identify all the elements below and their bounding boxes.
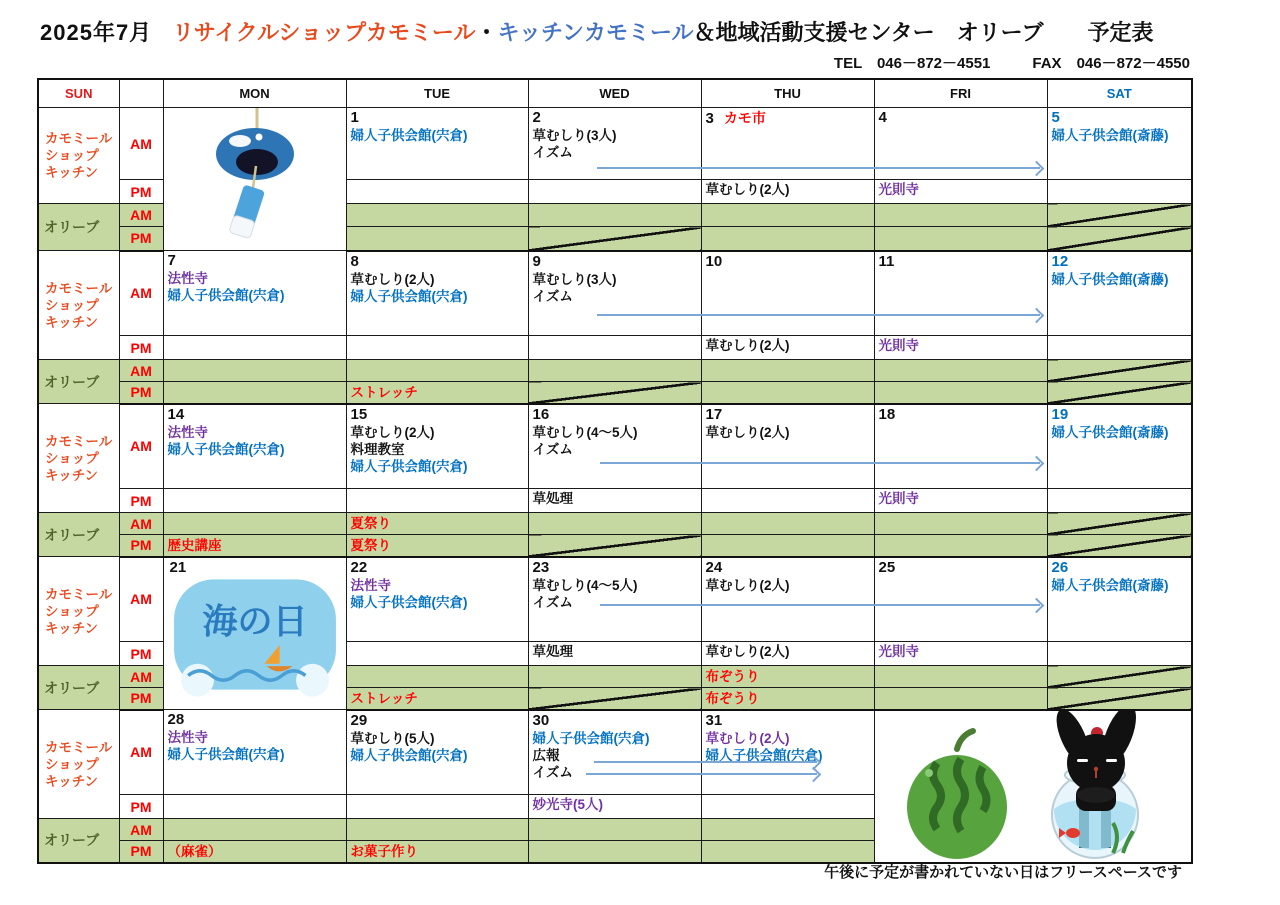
event-text: 光則寺 <box>878 491 919 506</box>
row-label-line: ショップ <box>45 148 99 163</box>
continuation-arrow <box>600 462 1040 464</box>
day-number: 24 <box>705 558 723 576</box>
watermelon-and-rabbit-fishbowl-illustration <box>874 710 1192 863</box>
row-label-kamomile <box>38 251 119 360</box>
day-cell-26-am <box>1047 557 1192 642</box>
row-label-line: カモミール <box>45 131 113 146</box>
olive-pm-cell-mon <box>163 841 346 863</box>
closed-slash-cell-sat <box>1047 360 1192 382</box>
title-kitchen-name: キッチンカモミール <box>497 20 694 45</box>
day-cell-28-pm <box>163 795 346 819</box>
olive-am-label: AM <box>119 204 163 227</box>
event-text: 妙光寺(5人) <box>532 797 603 812</box>
event-text: 草むしり(2人) <box>705 338 790 353</box>
olive-pm-label: PM <box>119 382 163 404</box>
page-title <box>40 16 1154 47</box>
event-text: ストレッチ <box>350 691 418 706</box>
event-text: イズム <box>532 764 573 780</box>
event-text: お菓子作り <box>350 844 418 859</box>
day-number: 21 <box>169 558 187 576</box>
title-month: 2025年7月 <box>40 20 153 45</box>
header-blank <box>119 79 163 108</box>
event-text: 光則寺 <box>878 182 919 197</box>
day-number: 25 <box>878 558 896 576</box>
closed-slash-cell-wed <box>528 535 701 557</box>
day-cell-10-am <box>701 251 874 336</box>
day-number: 8 <box>350 252 359 270</box>
title-rest: ＆地域活動支援センター オリーブ 予定表 <box>693 20 1154 45</box>
day-number: 31 <box>705 711 723 729</box>
day-cell-28-am <box>163 710 346 795</box>
event-text: 婦人子供会館(宍倉) <box>167 441 285 457</box>
day-number: 16 <box>532 405 550 423</box>
row-label-olive: オリーブ <box>38 666 119 710</box>
day-cell-31-am <box>701 710 874 795</box>
olive-pm-label: PM <box>119 535 163 557</box>
row-label-kamomile <box>38 108 119 204</box>
continuation-arrow <box>586 773 817 775</box>
row-label-line: ショップ <box>45 756 99 772</box>
closed-slash-cell-wed <box>528 688 701 710</box>
schedule-table-wrap <box>37 78 1193 864</box>
event-text: 法性寺 <box>167 271 208 286</box>
olive-pm-cell-thu <box>701 382 874 404</box>
event-text: 布ぞうり <box>705 691 760 706</box>
day-number: 10 <box>705 252 723 270</box>
event-text: 草むしり(2人) <box>705 644 790 659</box>
closed-slash-cell-sat <box>1047 688 1192 710</box>
day-cell-24-pm <box>701 642 874 666</box>
event-text: 歴史講座 <box>167 538 222 553</box>
day-cell-29-am <box>346 710 528 795</box>
day-cell-2-pm <box>528 180 701 204</box>
watermelon-and-rabbit-fishbowl-icon <box>877 711 1191 861</box>
event-text: 光則寺 <box>878 338 919 353</box>
day-cell-18-am <box>874 404 1047 489</box>
header-thu: THU <box>701 79 874 108</box>
day-cell-17-pm <box>701 489 874 513</box>
event-text: 草むしり(5人) <box>350 730 435 746</box>
day-cell-23-pm <box>528 642 701 666</box>
day-cell-17-am <box>701 404 874 489</box>
wind-chime-icon <box>180 108 330 244</box>
day-cell-25-pm <box>874 642 1047 666</box>
event-text: 草むしり(2人) <box>705 424 790 440</box>
olive-pm-cell-tue <box>346 841 528 863</box>
svg-text:海の日: 海の日 <box>201 601 308 641</box>
day-cell-15-am <box>346 404 528 489</box>
day-cell-1-pm <box>346 180 528 204</box>
event-text: 草むしり(2人) <box>350 424 435 440</box>
header-tue: TUE <box>346 79 528 108</box>
olive-am-cell-fri <box>874 513 1047 535</box>
event-text: 草むしり(3人) <box>532 128 617 143</box>
day-number: 7 <box>167 252 176 269</box>
day-cell-31-pm <box>701 795 874 819</box>
row-label-line: ショップ <box>45 450 99 466</box>
day-number: 1 <box>350 109 359 126</box>
event-text: 婦人子供会館(宍倉) <box>167 747 285 762</box>
event-text: ストレッチ <box>350 385 418 400</box>
wind-chime-illustration <box>163 108 346 251</box>
olive-am-label: AM <box>119 360 163 382</box>
event-text: 法性寺 <box>167 424 208 440</box>
event-text: イズム <box>532 441 573 457</box>
day-number: 12 <box>1051 252 1069 270</box>
event-text: 婦人子供会館(宍倉) <box>532 730 650 746</box>
day-cell-30-am <box>528 710 701 795</box>
row-label-line: キッチン <box>45 773 99 789</box>
am-label: AM <box>119 108 163 180</box>
event-text: 草むしり(2人) <box>350 271 435 287</box>
day-number: 29 <box>350 711 368 729</box>
day-cell-22-am <box>346 557 528 642</box>
day-number: 5 <box>1051 109 1060 126</box>
olive-am-cell-mon <box>163 819 346 841</box>
event-text: イズム <box>532 288 573 304</box>
olive-pm-cell-wed <box>528 841 701 863</box>
header-fri: FRI <box>874 79 1047 108</box>
event-text: 草処理 <box>532 491 573 506</box>
event-text: 婦人子供会館(宍倉) <box>350 747 468 763</box>
olive-pm-label: PM <box>119 841 163 863</box>
olive-pm-cell-fri <box>874 535 1047 557</box>
day-number: 4 <box>878 109 887 126</box>
olive-am-cell-wed <box>528 204 701 227</box>
olive-pm-cell-thu <box>701 841 874 863</box>
day-cell-18-pm <box>874 489 1047 513</box>
event-text: 草むしり(4～5人) <box>532 577 638 593</box>
day-number: 3 カモ市 <box>705 110 766 127</box>
day-cell-16-pm <box>528 489 701 513</box>
event-text: 草むしり(3人) <box>532 271 617 287</box>
olive-am-label: AM <box>119 513 163 535</box>
closed-slash-cell-sat <box>1047 535 1192 557</box>
row-label-line: キッチン <box>45 165 99 180</box>
day-cell-5-pm <box>1047 180 1192 204</box>
day-cell-26-pm <box>1047 642 1192 666</box>
event-text: 草むしり(4～5人) <box>532 424 638 440</box>
olive-am-cell-thu <box>701 360 874 382</box>
day-cell-8-am <box>346 251 528 336</box>
pm-label: PM <box>119 642 163 666</box>
event-text: 婦人子供会館(宍倉) <box>350 458 468 474</box>
event-text: 婦人子供会館(斎藤) <box>1051 128 1169 143</box>
event-text: 婦人子供会館(宍倉) <box>705 747 823 763</box>
olive-am-cell-fri <box>874 360 1047 382</box>
day-cell-25-am <box>874 557 1047 642</box>
pm-label: PM <box>119 336 163 360</box>
marine-day-icon <box>167 577 343 699</box>
event-text: 広報 <box>532 747 560 763</box>
event-text: 婦人子供会館(斎藤) <box>1051 271 1169 287</box>
event-text: 婦人子供会館(宍倉) <box>350 128 468 143</box>
day-cell-9-pm <box>528 336 701 360</box>
olive-pm-cell-fri <box>874 688 1047 710</box>
olive-am-cell-wed <box>528 819 701 841</box>
header-sun: SUN <box>38 79 119 108</box>
row-label-line: カモミール <box>45 280 113 296</box>
day-cell-19-am <box>1047 404 1192 489</box>
row-label-line: カモミール <box>45 586 113 602</box>
continuation-arrow <box>597 314 1040 316</box>
olive-am-cell-thu <box>701 819 874 841</box>
day-cell-7-am <box>163 251 346 336</box>
day-cell-15-pm <box>346 489 528 513</box>
closed-slash-cell-sat <box>1047 204 1192 227</box>
fax-number: FAX 046－872－4550 <box>1032 55 1190 72</box>
marine-day-illustration <box>163 557 346 710</box>
header-wed: WED <box>528 79 701 108</box>
day-cell-8-pm <box>346 336 528 360</box>
header-sat: SAT <box>1047 79 1192 108</box>
day-cell-12-pm <box>1047 336 1192 360</box>
day-cell-19-pm <box>1047 489 1192 513</box>
event-text: 料理教室 <box>350 441 405 457</box>
pm-label: PM <box>119 795 163 819</box>
olive-am-cell-tue <box>346 819 528 841</box>
row-label-line: ショップ <box>45 297 99 313</box>
day-cell-5-am <box>1047 108 1192 180</box>
day-cell-11-am <box>874 251 1047 336</box>
olive-am-cell-tue <box>346 513 528 535</box>
day-number: 26 <box>1051 558 1069 576</box>
olive-pm-cell-mon <box>163 382 346 404</box>
row-label-line: カモミール <box>45 433 113 449</box>
event-text: 草むしり(2人) <box>705 577 790 593</box>
am-label: AM <box>119 710 163 795</box>
olive-pm-cell-thu <box>701 688 874 710</box>
day-number: 2 <box>532 109 541 126</box>
am-label: AM <box>119 404 163 489</box>
olive-pm-cell-tue <box>346 227 528 251</box>
day-cell-23-am <box>528 557 701 642</box>
row-label-olive: オリーブ <box>38 204 119 251</box>
tel-number: TEL 046－872－4551 <box>833 55 991 72</box>
day-cell-30-pm <box>528 795 701 819</box>
continuation-arrow <box>597 167 1040 169</box>
closed-slash-cell-wed <box>528 382 701 404</box>
day-number: 11 <box>878 252 895 270</box>
day-number: 17 <box>705 405 723 423</box>
closed-slash-cell-sat <box>1047 227 1192 251</box>
day-cell-14-pm <box>163 489 346 513</box>
row-label-kamomile <box>38 404 119 513</box>
day-cell-10-pm <box>701 336 874 360</box>
day-cell-3-pm <box>701 180 874 204</box>
day-cell-24-am <box>701 557 874 642</box>
olive-pm-cell-mon <box>163 535 346 557</box>
event-text: （麻雀） <box>167 844 222 859</box>
olive-am-cell-thu <box>701 513 874 535</box>
event-text: 夏祭り <box>350 516 391 531</box>
row-label-olive: オリーブ <box>38 819 119 863</box>
event-text: 婦人子供会館(宍倉) <box>350 288 468 304</box>
row-label-olive: オリーブ <box>38 513 119 557</box>
day-cell-22-pm <box>346 642 528 666</box>
closed-slash-cell-sat <box>1047 666 1192 688</box>
event-text: 法性寺 <box>350 577 391 593</box>
event-text: 法性寺 <box>167 730 208 745</box>
olive-pm-cell-tue <box>346 535 528 557</box>
day-number: 9 <box>532 252 541 270</box>
row-label-line: キッチン <box>45 467 99 483</box>
olive-am-cell-thu <box>701 204 874 227</box>
olive-pm-cell-tue <box>346 382 528 404</box>
closed-slash-cell-wed <box>528 227 701 251</box>
olive-pm-cell-fri <box>874 382 1047 404</box>
event-text: 布ぞうり <box>705 669 760 684</box>
row-label-line: ショップ <box>45 603 99 619</box>
olive-pm-label: PM <box>119 688 163 710</box>
olive-pm-cell-tue <box>346 688 528 710</box>
olive-am-cell-wed <box>528 513 701 535</box>
row-label-line: キッチン <box>45 620 99 636</box>
row-label-line: キッチン <box>45 314 99 330</box>
day-number: 19 <box>1051 405 1069 423</box>
event-text: 草むしり(2人) <box>705 182 790 197</box>
row-label-olive: オリーブ <box>38 360 119 404</box>
continuation-arrow <box>600 604 1040 606</box>
day-number: 15 <box>350 405 368 423</box>
olive-am-cell-thu <box>701 666 874 688</box>
row-label-kamomile <box>38 710 119 819</box>
day-cell-12-am <box>1047 251 1192 336</box>
contact-line <box>834 52 1190 73</box>
title-shop-name: リサイクルショップカモミール <box>172 20 476 45</box>
olive-pm-cell-thu <box>701 535 874 557</box>
event-text: イズム <box>532 145 573 160</box>
day-cell-7-pm <box>163 336 346 360</box>
olive-am-cell-fri <box>874 204 1047 227</box>
olive-am-label: AM <box>119 666 163 688</box>
olive-am-cell-wed <box>528 360 701 382</box>
pm-label: PM <box>119 489 163 513</box>
olive-pm-cell-thu <box>701 227 874 251</box>
day-cell-4-pm <box>874 180 1047 204</box>
olive-pm-cell-fri <box>874 227 1047 251</box>
schedule-table <box>37 78 1193 864</box>
day-number: 18 <box>878 405 896 423</box>
footnote: 午後に予定が書かれていない日はフリースペースです <box>824 864 1182 881</box>
olive-am-label: AM <box>119 819 163 841</box>
day-note: カモ市 <box>723 110 766 126</box>
title-separator: ・ <box>475 20 498 45</box>
row-label-line: カモミール <box>45 739 113 755</box>
event-text: 光則寺 <box>878 644 919 659</box>
closed-slash-cell-sat <box>1047 382 1192 404</box>
event-text: 婦人子供会館(宍倉) <box>167 288 285 303</box>
event-text: 草処理 <box>532 644 573 659</box>
event-text: イズム <box>532 594 573 610</box>
event-text: 婦人子供会館(斎藤) <box>1051 577 1169 593</box>
closed-slash-cell-sat <box>1047 513 1192 535</box>
day-number: 30 <box>532 711 550 729</box>
day-cell-11-pm <box>874 336 1047 360</box>
olive-am-cell-tue <box>346 666 528 688</box>
row-label-kamomile <box>38 557 119 666</box>
olive-am-cell-tue <box>346 204 528 227</box>
am-label: AM <box>119 251 163 336</box>
pm-label: PM <box>119 180 163 204</box>
olive-am-cell-mon <box>163 513 346 535</box>
olive-am-cell-wed <box>528 666 701 688</box>
olive-am-cell-fri <box>874 666 1047 688</box>
day-cell-9-am <box>528 251 701 336</box>
olive-am-cell-mon <box>163 360 346 382</box>
continuation-arrow <box>594 761 817 763</box>
day-number: 23 <box>532 558 550 576</box>
event-text: 夏祭り <box>350 538 391 553</box>
event-text: 婦人子供会館(宍倉) <box>350 594 468 610</box>
day-number: 28 <box>167 711 185 728</box>
am-label: AM <box>119 557 163 642</box>
day-cell-16-am <box>528 404 701 489</box>
olive-am-cell-tue <box>346 360 528 382</box>
day-cell-1-am <box>346 108 528 180</box>
day-cell-14-am <box>163 404 346 489</box>
day-cell-29-pm <box>346 795 528 819</box>
header-mon: MON <box>163 79 346 108</box>
day-number: 22 <box>350 558 368 576</box>
event-text: 婦人子供会館(斎藤) <box>1051 424 1169 440</box>
olive-pm-label: PM <box>119 227 163 251</box>
day-number: 14 <box>167 405 185 423</box>
event-text: 草むしり(2人) <box>705 730 790 746</box>
